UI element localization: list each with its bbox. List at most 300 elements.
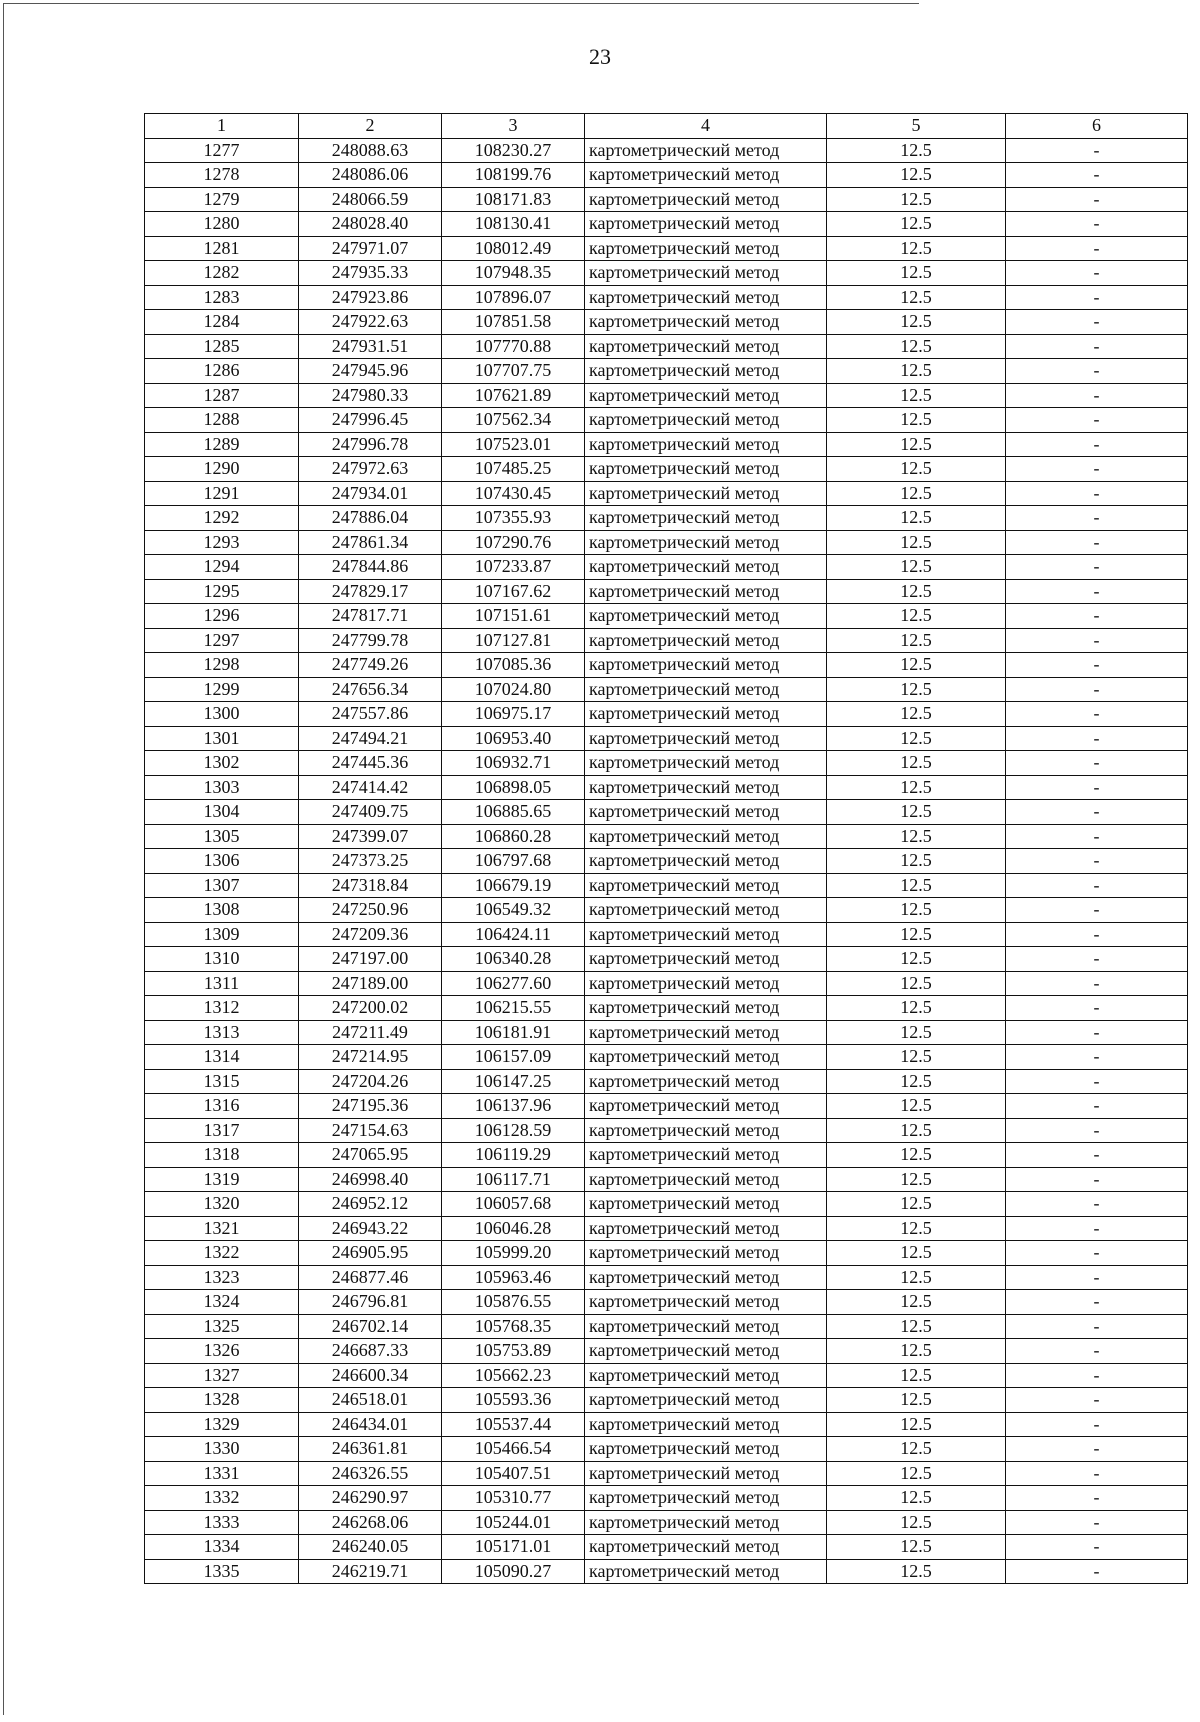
table-row bbox=[145, 604, 1188, 629]
method-cell: картометрический метод bbox=[585, 530, 827, 555]
note-cell: - bbox=[1006, 726, 1188, 751]
y-coordinate-cell: 107485.25 bbox=[442, 457, 585, 482]
method-cell: картометрический метод bbox=[585, 1339, 827, 1364]
x-coordinate-cell: 246796.81 bbox=[299, 1290, 442, 1315]
accuracy-cell: 12.5 bbox=[827, 677, 1006, 702]
method-cell: картометрический метод bbox=[585, 873, 827, 898]
note-cell: - bbox=[1006, 1461, 1188, 1486]
note-cell: - bbox=[1006, 1069, 1188, 1094]
x-coordinate-cell: 247749.26 bbox=[299, 653, 442, 678]
accuracy-cell: 12.5 bbox=[827, 971, 1006, 996]
y-coordinate-cell: 106181.91 bbox=[442, 1020, 585, 1045]
table-row bbox=[145, 261, 1188, 286]
note-cell: - bbox=[1006, 996, 1188, 1021]
table-row bbox=[145, 1241, 1188, 1266]
x-coordinate-cell: 246877.46 bbox=[299, 1265, 442, 1290]
note-cell: - bbox=[1006, 1412, 1188, 1437]
y-coordinate-cell: 108130.41 bbox=[442, 212, 585, 237]
y-coordinate-cell: 107151.61 bbox=[442, 604, 585, 629]
method-cell: картометрический метод bbox=[585, 1069, 827, 1094]
x-coordinate-cell: 247195.36 bbox=[299, 1094, 442, 1119]
table-row bbox=[145, 530, 1188, 555]
x-coordinate-cell: 247409.75 bbox=[299, 800, 442, 825]
point-number-cell: 1329 bbox=[145, 1412, 299, 1437]
table-row bbox=[145, 898, 1188, 923]
note-cell: - bbox=[1006, 1339, 1188, 1364]
table-row bbox=[145, 506, 1188, 531]
table-row bbox=[145, 996, 1188, 1021]
column-header-6: 6 bbox=[1006, 114, 1188, 139]
y-coordinate-cell: 107085.36 bbox=[442, 653, 585, 678]
note-cell: - bbox=[1006, 1241, 1188, 1266]
accuracy-cell: 12.5 bbox=[827, 996, 1006, 1021]
y-coordinate-cell: 106215.55 bbox=[442, 996, 585, 1021]
accuracy-cell: 12.5 bbox=[827, 824, 1006, 849]
y-coordinate-cell: 106549.32 bbox=[442, 898, 585, 923]
note-cell: - bbox=[1006, 1167, 1188, 1192]
accuracy-cell: 12.5 bbox=[827, 849, 1006, 874]
x-coordinate-cell: 247996.45 bbox=[299, 408, 442, 433]
x-coordinate-cell: 246268.06 bbox=[299, 1510, 442, 1535]
y-coordinate-cell: 105593.36 bbox=[442, 1388, 585, 1413]
x-coordinate-cell: 247922.63 bbox=[299, 310, 442, 335]
accuracy-cell: 12.5 bbox=[827, 530, 1006, 555]
table-row bbox=[145, 1265, 1188, 1290]
note-cell: - bbox=[1006, 702, 1188, 727]
table-row bbox=[145, 334, 1188, 359]
point-number-cell: 1316 bbox=[145, 1094, 299, 1119]
y-coordinate-cell: 106797.68 bbox=[442, 849, 585, 874]
accuracy-cell: 12.5 bbox=[827, 187, 1006, 212]
point-number-cell: 1333 bbox=[145, 1510, 299, 1535]
note-cell: - bbox=[1006, 1535, 1188, 1560]
table-row bbox=[145, 922, 1188, 947]
table-row bbox=[145, 310, 1188, 335]
accuracy-cell: 12.5 bbox=[827, 1118, 1006, 1143]
x-coordinate-cell: 247923.86 bbox=[299, 285, 442, 310]
x-coordinate-cell: 246998.40 bbox=[299, 1167, 442, 1192]
point-number-cell: 1278 bbox=[145, 163, 299, 188]
point-number-cell: 1291 bbox=[145, 481, 299, 506]
method-cell: картометрический метод bbox=[585, 408, 827, 433]
method-cell: картометрический метод bbox=[585, 922, 827, 947]
table-row bbox=[145, 359, 1188, 384]
method-cell: картометрический метод bbox=[585, 555, 827, 580]
y-coordinate-cell: 108171.83 bbox=[442, 187, 585, 212]
note-cell: - bbox=[1006, 506, 1188, 531]
method-cell: картометрический метод bbox=[585, 702, 827, 727]
x-coordinate-cell: 246219.71 bbox=[299, 1559, 442, 1584]
note-cell: - bbox=[1006, 555, 1188, 580]
method-cell: картометрический метод bbox=[585, 138, 827, 163]
note-cell: - bbox=[1006, 187, 1188, 212]
x-coordinate-cell: 247318.84 bbox=[299, 873, 442, 898]
point-number-cell: 1325 bbox=[145, 1314, 299, 1339]
point-number-cell: 1280 bbox=[145, 212, 299, 237]
x-coordinate-cell: 248088.63 bbox=[299, 138, 442, 163]
method-cell: картометрический метод bbox=[585, 1388, 827, 1413]
point-number-cell: 1330 bbox=[145, 1437, 299, 1462]
y-coordinate-cell: 107621.89 bbox=[442, 383, 585, 408]
accuracy-cell: 12.5 bbox=[827, 751, 1006, 776]
table-row bbox=[145, 163, 1188, 188]
accuracy-cell: 12.5 bbox=[827, 359, 1006, 384]
x-coordinate-cell: 247189.00 bbox=[299, 971, 442, 996]
table-row bbox=[145, 1412, 1188, 1437]
table-row bbox=[145, 628, 1188, 653]
point-number-cell: 1290 bbox=[145, 457, 299, 482]
method-cell: картометрический метод bbox=[585, 1510, 827, 1535]
note-cell: - bbox=[1006, 334, 1188, 359]
point-number-cell: 1279 bbox=[145, 187, 299, 212]
accuracy-cell: 12.5 bbox=[827, 1265, 1006, 1290]
y-coordinate-cell: 107233.87 bbox=[442, 555, 585, 580]
accuracy-cell: 12.5 bbox=[827, 653, 1006, 678]
y-coordinate-cell: 106057.68 bbox=[442, 1192, 585, 1217]
point-number-cell: 1297 bbox=[145, 628, 299, 653]
note-cell: - bbox=[1006, 1020, 1188, 1045]
x-coordinate-cell: 247197.00 bbox=[299, 947, 442, 972]
point-number-cell: 1335 bbox=[145, 1559, 299, 1584]
point-number-cell: 1334 bbox=[145, 1535, 299, 1560]
point-number-cell: 1324 bbox=[145, 1290, 299, 1315]
accuracy-cell: 12.5 bbox=[827, 1216, 1006, 1241]
accuracy-cell: 12.5 bbox=[827, 628, 1006, 653]
table-row bbox=[145, 1045, 1188, 1070]
y-coordinate-cell: 105768.35 bbox=[442, 1314, 585, 1339]
method-cell: картометрический метод bbox=[585, 310, 827, 335]
table-row bbox=[145, 653, 1188, 678]
y-coordinate-cell: 105753.89 bbox=[442, 1339, 585, 1364]
method-cell: картометрический метод bbox=[585, 1461, 827, 1486]
note-cell: - bbox=[1006, 849, 1188, 874]
y-coordinate-cell: 106679.19 bbox=[442, 873, 585, 898]
accuracy-cell: 12.5 bbox=[827, 1045, 1006, 1070]
note-cell: - bbox=[1006, 1559, 1188, 1584]
note-cell: - bbox=[1006, 1314, 1188, 1339]
table-row bbox=[145, 1094, 1188, 1119]
note-cell: - bbox=[1006, 579, 1188, 604]
table-row bbox=[145, 383, 1188, 408]
method-cell: картометрический метод bbox=[585, 971, 827, 996]
table-row bbox=[145, 726, 1188, 751]
table-row bbox=[145, 1363, 1188, 1388]
x-coordinate-cell: 247931.51 bbox=[299, 334, 442, 359]
accuracy-cell: 12.5 bbox=[827, 1388, 1006, 1413]
point-number-cell: 1303 bbox=[145, 775, 299, 800]
method-cell: картометрический метод bbox=[585, 481, 827, 506]
x-coordinate-cell: 247557.86 bbox=[299, 702, 442, 727]
table-row bbox=[145, 187, 1188, 212]
x-coordinate-cell: 247399.07 bbox=[299, 824, 442, 849]
y-coordinate-cell: 105090.27 bbox=[442, 1559, 585, 1584]
table-row bbox=[145, 1167, 1188, 1192]
y-coordinate-cell: 105662.23 bbox=[442, 1363, 585, 1388]
y-coordinate-cell: 106424.11 bbox=[442, 922, 585, 947]
accuracy-cell: 12.5 bbox=[827, 1339, 1006, 1364]
method-cell: картометрический метод bbox=[585, 947, 827, 972]
note-cell: - bbox=[1006, 628, 1188, 653]
accuracy-cell: 12.5 bbox=[827, 702, 1006, 727]
y-coordinate-cell: 107896.07 bbox=[442, 285, 585, 310]
point-number-cell: 1317 bbox=[145, 1118, 299, 1143]
method-cell: картометрический метод bbox=[585, 1241, 827, 1266]
table-row bbox=[145, 555, 1188, 580]
page-number: 23 bbox=[589, 44, 611, 69]
table-row bbox=[145, 212, 1188, 237]
x-coordinate-cell: 247980.33 bbox=[299, 383, 442, 408]
point-number-cell: 1300 bbox=[145, 702, 299, 727]
point-number-cell: 1319 bbox=[145, 1167, 299, 1192]
accuracy-cell: 12.5 bbox=[827, 212, 1006, 237]
table-row bbox=[145, 1510, 1188, 1535]
method-cell: картометрический метод bbox=[585, 432, 827, 457]
table-row bbox=[145, 751, 1188, 776]
accuracy-cell: 12.5 bbox=[827, 236, 1006, 261]
method-cell: картометрический метод bbox=[585, 898, 827, 923]
scan-edge-left bbox=[3, 3, 4, 1715]
y-coordinate-cell: 108199.76 bbox=[442, 163, 585, 188]
accuracy-cell: 12.5 bbox=[827, 726, 1006, 751]
x-coordinate-cell: 246240.05 bbox=[299, 1535, 442, 1560]
accuracy-cell: 12.5 bbox=[827, 334, 1006, 359]
note-cell: - bbox=[1006, 481, 1188, 506]
x-coordinate-cell: 247972.63 bbox=[299, 457, 442, 482]
scan-edge-top bbox=[4, 3, 919, 4]
point-number-cell: 1305 bbox=[145, 824, 299, 849]
x-coordinate-cell: 248028.40 bbox=[299, 212, 442, 237]
method-cell: картометрический метод bbox=[585, 187, 827, 212]
x-coordinate-cell: 248086.06 bbox=[299, 163, 442, 188]
table-row bbox=[145, 800, 1188, 825]
note-cell: - bbox=[1006, 261, 1188, 286]
method-cell: картометрический метод bbox=[585, 1412, 827, 1437]
note-cell: - bbox=[1006, 212, 1188, 237]
method-cell: картометрический метод bbox=[585, 359, 827, 384]
point-number-cell: 1315 bbox=[145, 1069, 299, 1094]
point-number-cell: 1296 bbox=[145, 604, 299, 629]
note-cell: - bbox=[1006, 824, 1188, 849]
table-row bbox=[145, 775, 1188, 800]
x-coordinate-cell: 247414.42 bbox=[299, 775, 442, 800]
accuracy-cell: 12.5 bbox=[827, 1535, 1006, 1560]
method-cell: картометрический метод bbox=[585, 1167, 827, 1192]
table-row bbox=[145, 457, 1188, 482]
note-cell: - bbox=[1006, 922, 1188, 947]
x-coordinate-cell: 246518.01 bbox=[299, 1388, 442, 1413]
method-cell: картометрический метод bbox=[585, 163, 827, 188]
table-body bbox=[145, 138, 1188, 1584]
y-coordinate-cell: 106046.28 bbox=[442, 1216, 585, 1241]
note-cell: - bbox=[1006, 1486, 1188, 1511]
x-coordinate-cell: 246326.55 bbox=[299, 1461, 442, 1486]
accuracy-cell: 12.5 bbox=[827, 873, 1006, 898]
accuracy-cell: 12.5 bbox=[827, 481, 1006, 506]
method-cell: картометрический метод bbox=[585, 1118, 827, 1143]
y-coordinate-cell: 105999.20 bbox=[442, 1241, 585, 1266]
accuracy-cell: 12.5 bbox=[827, 604, 1006, 629]
y-coordinate-cell: 105407.51 bbox=[442, 1461, 585, 1486]
point-number-cell: 1309 bbox=[145, 922, 299, 947]
point-number-cell: 1331 bbox=[145, 1461, 299, 1486]
y-coordinate-cell: 105876.55 bbox=[442, 1290, 585, 1315]
method-cell: картометрический метод bbox=[585, 726, 827, 751]
x-coordinate-cell: 247935.33 bbox=[299, 261, 442, 286]
table-row bbox=[145, 702, 1188, 727]
table-row bbox=[145, 1535, 1188, 1560]
y-coordinate-cell: 107562.34 bbox=[442, 408, 585, 433]
y-coordinate-cell: 106898.05 bbox=[442, 775, 585, 800]
column-header-3: 3 bbox=[442, 114, 585, 139]
accuracy-cell: 12.5 bbox=[827, 1510, 1006, 1535]
note-cell: - bbox=[1006, 800, 1188, 825]
point-number-cell: 1323 bbox=[145, 1265, 299, 1290]
method-cell: картометрический метод bbox=[585, 334, 827, 359]
table-row bbox=[145, 824, 1188, 849]
method-cell: картометрический метод bbox=[585, 1559, 827, 1584]
method-cell: картометрический метод bbox=[585, 1192, 827, 1217]
method-cell: картометрический метод bbox=[585, 457, 827, 482]
x-coordinate-cell: 247861.34 bbox=[299, 530, 442, 555]
column-header-2: 2 bbox=[299, 114, 442, 139]
point-number-cell: 1306 bbox=[145, 849, 299, 874]
x-coordinate-cell: 246952.12 bbox=[299, 1192, 442, 1217]
column-header-4: 4 bbox=[585, 114, 827, 139]
note-cell: - bbox=[1006, 1290, 1188, 1315]
point-number-cell: 1304 bbox=[145, 800, 299, 825]
accuracy-cell: 12.5 bbox=[827, 1192, 1006, 1217]
x-coordinate-cell: 246905.95 bbox=[299, 1241, 442, 1266]
y-coordinate-cell: 107290.76 bbox=[442, 530, 585, 555]
table-row bbox=[145, 1216, 1188, 1241]
x-coordinate-cell: 247817.71 bbox=[299, 604, 442, 629]
x-coordinate-cell: 247200.02 bbox=[299, 996, 442, 1021]
table-row bbox=[145, 1192, 1188, 1217]
x-coordinate-cell: 247945.96 bbox=[299, 359, 442, 384]
y-coordinate-cell: 105466.54 bbox=[442, 1437, 585, 1462]
method-cell: картометрический метод bbox=[585, 579, 827, 604]
point-number-cell: 1332 bbox=[145, 1486, 299, 1511]
table-row bbox=[145, 1388, 1188, 1413]
accuracy-cell: 12.5 bbox=[827, 408, 1006, 433]
accuracy-cell: 12.5 bbox=[827, 261, 1006, 286]
y-coordinate-cell: 105310.77 bbox=[442, 1486, 585, 1511]
y-coordinate-cell: 106932.71 bbox=[442, 751, 585, 776]
method-cell: картометрический метод bbox=[585, 236, 827, 261]
y-coordinate-cell: 106277.60 bbox=[442, 971, 585, 996]
x-coordinate-cell: 247494.21 bbox=[299, 726, 442, 751]
y-coordinate-cell: 107770.88 bbox=[442, 334, 585, 359]
column-header-5: 5 bbox=[827, 114, 1006, 139]
method-cell: картометрический метод bbox=[585, 1290, 827, 1315]
note-cell: - bbox=[1006, 163, 1188, 188]
accuracy-cell: 12.5 bbox=[827, 1290, 1006, 1315]
x-coordinate-cell: 247996.78 bbox=[299, 432, 442, 457]
point-number-cell: 1314 bbox=[145, 1045, 299, 1070]
table-row bbox=[145, 285, 1188, 310]
note-cell: - bbox=[1006, 1094, 1188, 1119]
table-row bbox=[145, 971, 1188, 996]
table-row bbox=[145, 408, 1188, 433]
point-number-cell: 1286 bbox=[145, 359, 299, 384]
y-coordinate-cell: 108230.27 bbox=[442, 138, 585, 163]
note-cell: - bbox=[1006, 138, 1188, 163]
accuracy-cell: 12.5 bbox=[827, 555, 1006, 580]
note-cell: - bbox=[1006, 971, 1188, 996]
y-coordinate-cell: 106137.96 bbox=[442, 1094, 585, 1119]
accuracy-cell: 12.5 bbox=[827, 285, 1006, 310]
table-row bbox=[145, 1020, 1188, 1045]
point-number-cell: 1283 bbox=[145, 285, 299, 310]
method-cell: картометрический метод bbox=[585, 996, 827, 1021]
method-cell: картометрический метод bbox=[585, 751, 827, 776]
method-cell: картометрический метод bbox=[585, 775, 827, 800]
point-number-cell: 1281 bbox=[145, 236, 299, 261]
point-number-cell: 1311 bbox=[145, 971, 299, 996]
table-row bbox=[145, 849, 1188, 874]
x-coordinate-cell: 247250.96 bbox=[299, 898, 442, 923]
note-cell: - bbox=[1006, 775, 1188, 800]
y-coordinate-cell: 107127.81 bbox=[442, 628, 585, 653]
point-number-cell: 1318 bbox=[145, 1143, 299, 1168]
note-cell: - bbox=[1006, 898, 1188, 923]
table-row bbox=[145, 1143, 1188, 1168]
note-cell: - bbox=[1006, 236, 1188, 261]
accuracy-cell: 12.5 bbox=[827, 1241, 1006, 1266]
accuracy-cell: 12.5 bbox=[827, 898, 1006, 923]
note-cell: - bbox=[1006, 457, 1188, 482]
method-cell: картометрический метод bbox=[585, 285, 827, 310]
method-cell: картометрический метод bbox=[585, 604, 827, 629]
y-coordinate-cell: 105537.44 bbox=[442, 1412, 585, 1437]
y-coordinate-cell: 107167.62 bbox=[442, 579, 585, 604]
table-row bbox=[145, 1437, 1188, 1462]
accuracy-cell: 12.5 bbox=[827, 1461, 1006, 1486]
y-coordinate-cell: 106119.29 bbox=[442, 1143, 585, 1168]
note-cell: - bbox=[1006, 1045, 1188, 1070]
table-row bbox=[145, 1290, 1188, 1315]
note-cell: - bbox=[1006, 873, 1188, 898]
point-number-cell: 1310 bbox=[145, 947, 299, 972]
x-coordinate-cell: 246687.33 bbox=[299, 1339, 442, 1364]
table-row bbox=[145, 677, 1188, 702]
table-row bbox=[145, 1314, 1188, 1339]
method-cell: картометрический метод bbox=[585, 1216, 827, 1241]
column-header-1: 1 bbox=[145, 114, 299, 139]
x-coordinate-cell: 247656.34 bbox=[299, 677, 442, 702]
note-cell: - bbox=[1006, 432, 1188, 457]
accuracy-cell: 12.5 bbox=[827, 579, 1006, 604]
method-cell: картометрический метод bbox=[585, 261, 827, 286]
y-coordinate-cell: 107707.75 bbox=[442, 359, 585, 384]
x-coordinate-cell: 247204.26 bbox=[299, 1069, 442, 1094]
x-coordinate-cell: 247886.04 bbox=[299, 506, 442, 531]
point-number-cell: 1322 bbox=[145, 1241, 299, 1266]
x-coordinate-cell: 247154.63 bbox=[299, 1118, 442, 1143]
note-cell: - bbox=[1006, 677, 1188, 702]
accuracy-cell: 12.5 bbox=[827, 1559, 1006, 1584]
y-coordinate-cell: 107523.01 bbox=[442, 432, 585, 457]
note-cell: - bbox=[1006, 408, 1188, 433]
method-cell: картометрический метод bbox=[585, 1437, 827, 1462]
note-cell: - bbox=[1006, 1363, 1188, 1388]
point-number-cell: 1307 bbox=[145, 873, 299, 898]
method-cell: картометрический метод bbox=[585, 653, 827, 678]
y-coordinate-cell: 107024.80 bbox=[442, 677, 585, 702]
table-row bbox=[145, 1559, 1188, 1584]
point-number-cell: 1312 bbox=[145, 996, 299, 1021]
point-number-cell: 1295 bbox=[145, 579, 299, 604]
